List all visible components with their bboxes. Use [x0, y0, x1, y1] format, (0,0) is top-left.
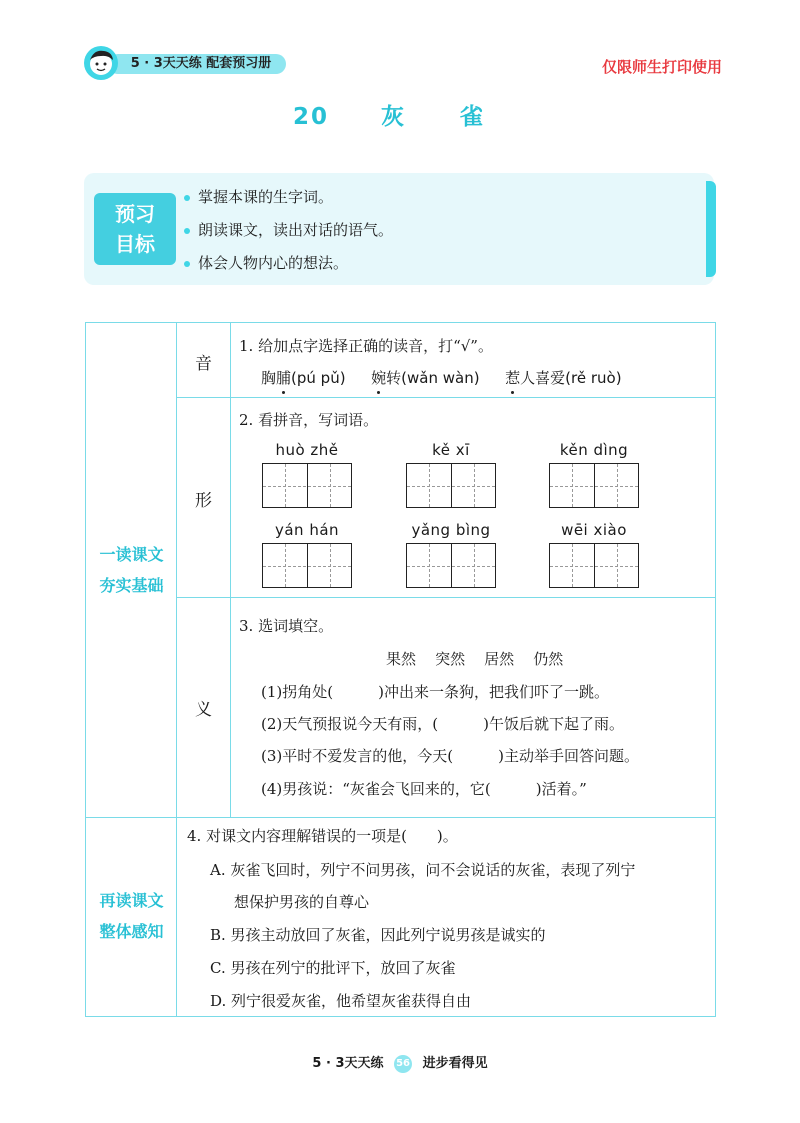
bullet-icon	[184, 228, 190, 234]
category-sound: 音	[195, 354, 212, 374]
page-number: 56	[394, 1055, 412, 1073]
goal-item	[184, 181, 393, 214]
footer-slogan: 进步看得见	[422, 1056, 488, 1071]
goal-text: 掌握本课的生字词。	[198, 188, 334, 206]
question-1-options	[261, 367, 622, 388]
print-note: 仅限师生打印使用	[601, 58, 722, 76]
goals-tag	[94, 193, 176, 265]
question-2-prompt: 2. 看拼音，写词语。	[239, 411, 379, 429]
pinyin-options: (pú pǔ)	[291, 369, 346, 387]
writing-boxes[interactable]	[406, 463, 496, 508]
section-label-first-reading	[86, 539, 177, 601]
writing-boxes[interactable]	[549, 543, 639, 588]
question-3-prompt: 3. 选词填空。	[239, 617, 334, 635]
preview-goals-box	[84, 173, 714, 285]
writing-boxes[interactable]	[262, 463, 352, 508]
q1-item	[261, 369, 346, 387]
writing-boxes[interactable]	[262, 543, 352, 588]
exercise-table	[85, 322, 716, 1017]
brand-badge	[84, 46, 294, 80]
page-footer	[0, 1052, 800, 1073]
option-a-continued: 想保护男孩的自尊心	[234, 893, 370, 911]
q1-item	[371, 369, 479, 387]
grid-pinyin: wēi xiào	[561, 521, 627, 539]
lesson-title	[0, 98, 800, 131]
section-label-line: 再读课文	[99, 891, 164, 910]
question-4-prompt: 4. 对课文内容理解错误的一项是( )。	[187, 827, 458, 845]
grid-pinyin: huò zhě	[275, 441, 339, 459]
writing-grid	[549, 441, 639, 459]
table-divider	[176, 397, 716, 398]
option-b[interactable]: B. 男孩主动放回了灰雀，因此列宁说男孩是诚实的	[210, 926, 546, 944]
lesson-title-char: 灰	[381, 104, 406, 130]
word-part: 人喜爱	[520, 369, 566, 387]
dotted-char: 婉	[371, 369, 387, 387]
pinyin-options: (wǎn wàn)	[401, 369, 480, 387]
grid-pinyin: kě xī	[432, 441, 470, 459]
dotted-char: 惹	[505, 369, 521, 387]
brand-label: 5 · 3天天练 配套预习册	[108, 54, 286, 74]
fill-blank-item: (1)拐角处( )冲出来一条狗，把我们吓了一跳。	[261, 683, 609, 701]
writing-grid	[262, 441, 352, 459]
word-part: 胸	[261, 369, 277, 387]
goals-list	[184, 181, 393, 280]
dotted-char: 脯	[276, 369, 292, 387]
writing-grid	[262, 521, 352, 539]
goal-text: 朗读课文，读出对话的语气。	[198, 221, 394, 239]
option-c[interactable]: C. 男孩在列宁的批评下，放回了灰雀	[210, 959, 456, 977]
goals-box-edge	[706, 181, 716, 277]
writing-grid	[549, 521, 639, 539]
section-label-second-reading	[86, 885, 177, 947]
fill-blank-item: (2)天气预报说今天有雨，( )午饭后就下起了雨。	[261, 715, 624, 733]
lesson-number: 20	[292, 104, 329, 130]
grid-pinyin: kěn dìng	[559, 441, 629, 459]
option-a[interactable]: A. 灰雀飞回时，列宁不问男孩，问不会说话的灰雀，表现了列宁	[210, 861, 636, 879]
section-label-line: 整体感知	[99, 922, 164, 941]
lesson-title-char: 雀	[460, 104, 486, 130]
goal-item	[184, 214, 393, 247]
word-choices: 果然 突然 居然 仍然	[386, 650, 564, 668]
fill-blank-item: (4)男孩说：“灰雀会飞回来的，它( )活着。”	[261, 780, 587, 798]
bullet-icon	[184, 261, 190, 267]
grid-pinyin: yán hán	[274, 521, 340, 539]
fill-blank-item: (3)平时不爱发言的他，今天( )主动举手回答问题。	[261, 747, 639, 765]
goal-text: 体会人物内心的想法。	[198, 254, 349, 272]
goal-item	[184, 247, 393, 280]
table-divider	[86, 817, 716, 818]
goals-tag-line: 目标	[115, 232, 155, 256]
bullet-icon	[184, 195, 190, 201]
goals-tag-line: 预习	[115, 202, 155, 226]
writing-grid	[406, 441, 496, 459]
question-1-prompt: 1. 给加点字选择正确的读音，打“√”。	[239, 337, 493, 355]
word-part: 转	[386, 369, 402, 387]
mascot-icon	[84, 46, 118, 80]
writing-boxes[interactable]	[549, 463, 639, 508]
option-d[interactable]: D. 列宁很爱灰雀，他希望灰雀获得自由	[210, 992, 472, 1010]
writing-grid	[406, 521, 496, 539]
q1-item	[505, 369, 621, 387]
section-label-line: 一读课文	[99, 545, 164, 564]
pinyin-options: (rě ruò)	[565, 369, 622, 387]
grid-pinyin: yǎng bìng	[411, 521, 491, 539]
footer-brand: 5 · 3天天练	[312, 1056, 384, 1071]
category-form: 形	[195, 491, 212, 511]
writing-boxes[interactable]	[406, 543, 496, 588]
table-divider	[176, 597, 716, 598]
section-label-line: 夯实基础	[99, 576, 164, 595]
category-meaning: 义	[195, 700, 212, 720]
